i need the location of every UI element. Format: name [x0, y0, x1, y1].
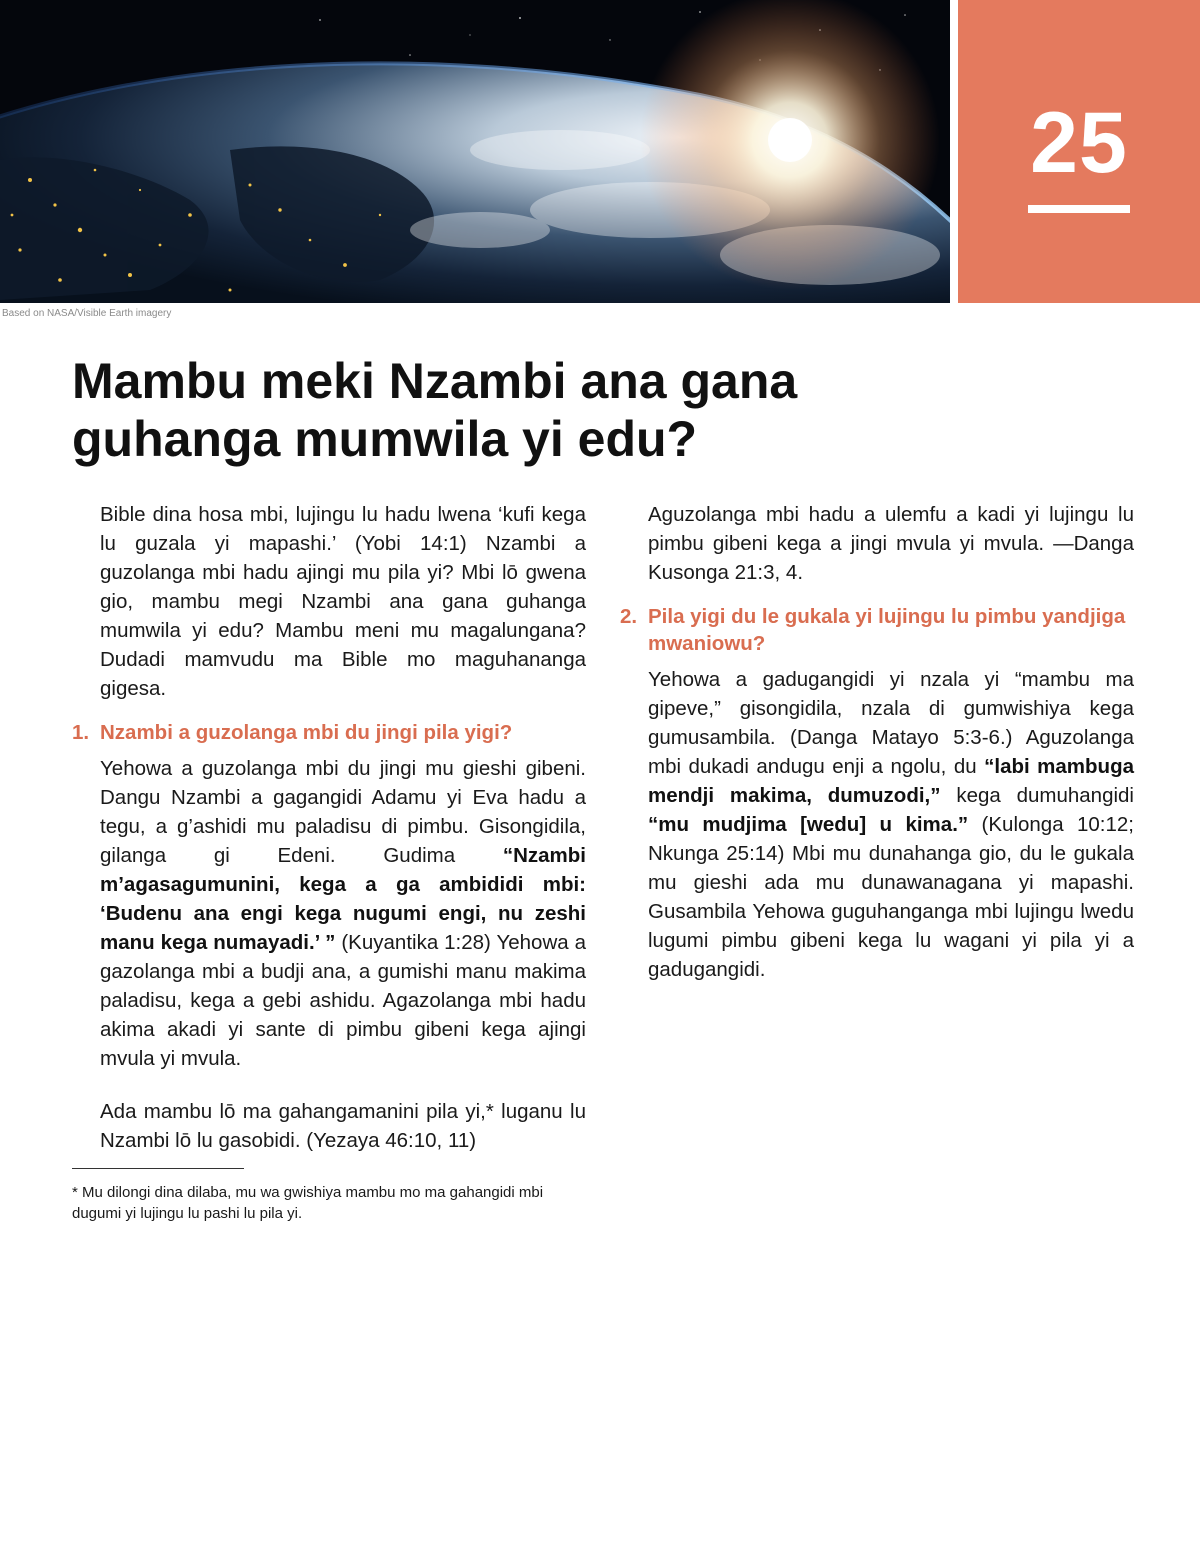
section-1-heading: [72, 719, 586, 746]
title-line-1: Mambu meki Nzambi ana gana: [72, 353, 798, 409]
section-1-paragraph-2-part-a: Ada mambu lō ma gahangamanini pila yi,* luganu lu Nzambi lō lu gasobidi. (Yezaya 46:10, 11): [100, 1100, 586, 1152]
right-column: [620, 500, 1134, 991]
lesson-number: 25: [1030, 95, 1128, 191]
intro-paragraph: Bible dina hosa mbi, lujingu lu hadu lwena ‘kufi kega lu guzala yi mapashi.’ (Yobi 14:1) Nzambi a guzolanga mbi hadu ajingi mu pila yi? Mbi lō gwena gio, mambu megi Nzambi ana gana guhanga mumwila yi edu? Mambu meni mu magalungana? Dudadi mamvudu ma Bible mo maguhananga gigesa.: [100, 503, 586, 700]
section-2-question: Pila yigi du le gukala yi lujingu lu pimbu yandjiga mwaniowu?: [648, 605, 1126, 655]
section-1-question: Nzambi a guzolanga mbi du jingi pila yigi?: [100, 721, 513, 744]
section-1-paragraph-2: [72, 1097, 586, 1155]
section-1-paragraph-2-continued: Aguzolanga mbi hadu a ulemfu a kadi yi lujingu lu pimbu gibeni kega a jingi mvula yi mvula. —Danga Kusonga 21:3, 4.: [648, 503, 1134, 584]
badge-underline: [1028, 205, 1130, 213]
title-line-2: guhanga mumwila yi edu?: [72, 411, 698, 467]
section-2-heading: [620, 603, 1134, 657]
section-1-paragraph-1: [72, 754, 586, 1073]
section-2-number: 2.: [620, 605, 638, 628]
section-2-paragraph-1: [620, 665, 1134, 984]
section-2-quote-1: “labi mambuga mendji makima, dumuzodi,”: [648, 755, 1135, 807]
lesson-number-badge: [958, 0, 1200, 303]
footnote-divider: [72, 1168, 244, 1169]
image-credit: Based on NASA/Visible Earth imagery: [2, 308, 172, 319]
section-2-text-c: (Kulonga 10:12; Nkunga 25:14) Mbi mu dunahanga gio, du le gukala mu gieshi ada mu dunawanagana yi mapashi. Gusambila Yehowa guguhanganga mbi lujingu lwedu lugumi pimbu gibeni kega lu wagani yi pila yi a gadugangidi.: [648, 813, 1134, 981]
section-1-text-a: Yehowa a guzolanga mbi du jingi mu gieshi gibeni. Dangu Nzambi a gagangidi Adamu yi Eva hadu a tegu, a g’ashidi mu paladisu di pimbu. Gisongidila, gilanga gi Edeni. Gudima: [100, 757, 586, 867]
section-1-text-b: (Kuyantika 1:28) Yehowa a gazolanga mbi a budji ana, a gumishi manu makima paladisu, kega a gebi ashidu. Agazolanga mbi hadu akima akadi yi sante di pimbu gibeni kega ajingi mvula yi mvula.: [100, 931, 586, 1070]
earth-photo-illustration: [0, 0, 950, 303]
section-1-quote: “Nzambi m’agasagumunini, kega a ga ambididi mbi: ‘Budenu ana engi kega nugumi engi, nu zeshi manu kega numayadi.’ ”: [100, 844, 586, 954]
section-2-text-b: kega dumuhangidi: [940, 784, 1134, 807]
left-column: [72, 500, 586, 1080]
section-1-number: 1.: [72, 721, 90, 744]
section-2-text-a: Yehowa a gadugangidi yi nzala yi “mambu ma gipeve,” gisongidila, nzala di gumwishiya kega gumusambila. (Danga Matayo 5:3-6.) Aguzolanga mbi dukadi andugu enji a ngolu, du: [648, 668, 1134, 778]
footnote: * Mu dilongi dina dilaba, mu wa gwishiya mambu mo ma gahangidi mbi dugumi yi lujingu lu pashi lu pila yi.: [72, 1184, 544, 1222]
left-column-continued: [72, 1097, 586, 1155]
earth-from-space-photo: [0, 0, 950, 303]
section-2-quote-2: “mu mudjima [wedu] u kima.”: [648, 813, 969, 836]
page-title: [72, 352, 932, 468]
